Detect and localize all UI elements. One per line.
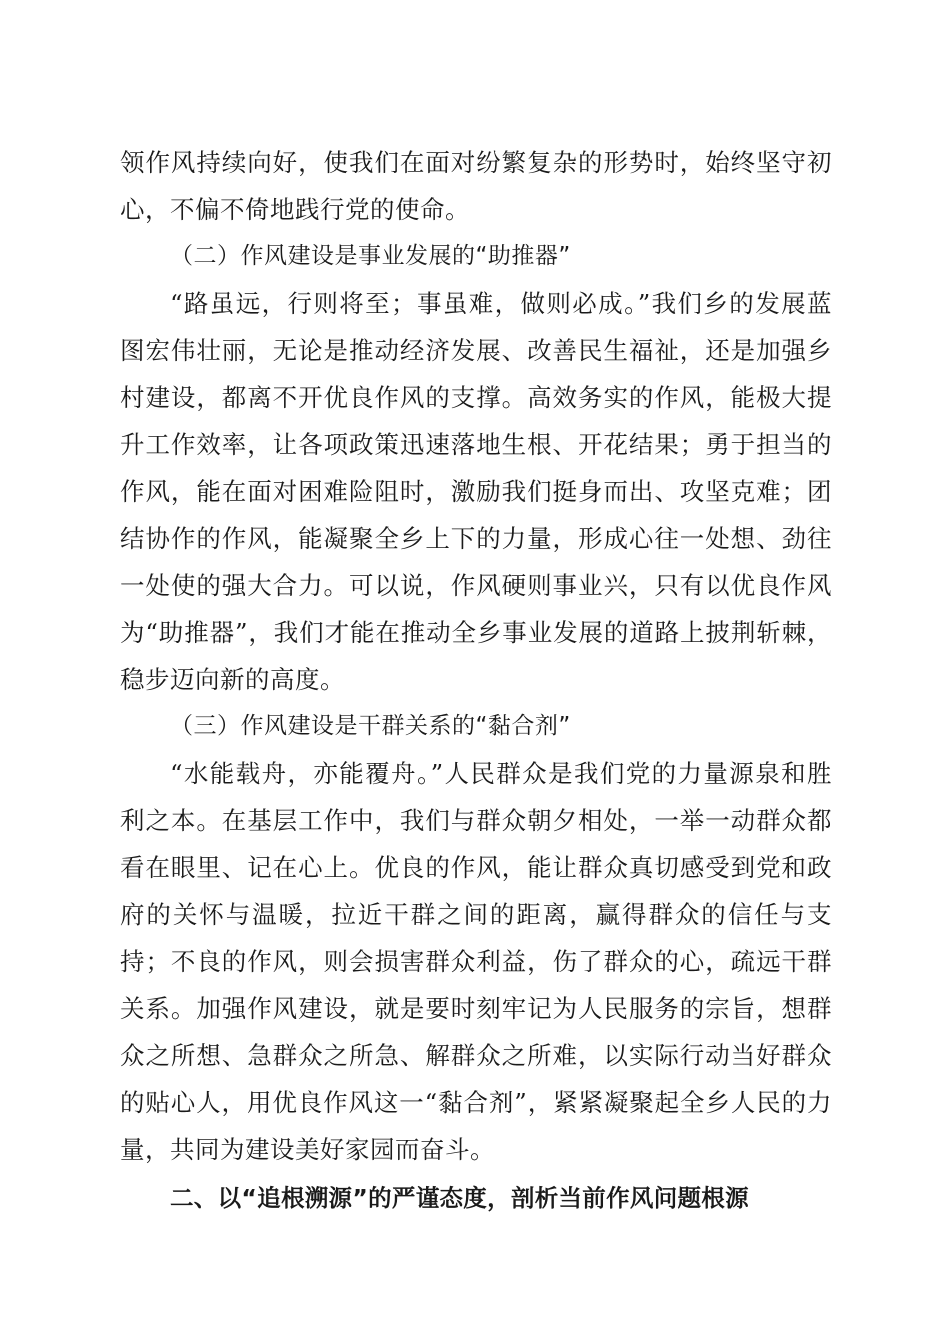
subheading-2: （二）作风建设是事业发展的“助推器” bbox=[170, 243, 571, 269]
subheading-3: （三）作风建设是干群关系的“黏合剂” bbox=[170, 713, 571, 739]
document-body bbox=[120, 139, 832, 1222]
paragraph-2: “路虽远，行则将至；事虽难，做则必成。”我们乡的发展蓝图宏伟壮丽，无论是推动经济发展、改善民生福祉，还是加强乡村建设，都离不开优良作风的支撑。高效务实的作风，能极大提升工作效率，让各项政策迅速落地生根、开花结果；勇于担当的作风，能在面对困难险阻时，激励我们挺身而出、攻坚克难；团结协作的作风，能凝聚全乡上下的力量，形成心往一处想、劲往一处使的强大合力。可以说，作风硬则事业兴，只有以优良作风为“助推器”，我们才能在推动全乡事业发展的道路上披荆斩棘，稳步迈向新的高度。 bbox=[120, 289, 832, 694]
paragraph-3: “水能载舟，亦能覆舟。”人民群众是我们党的力量源泉和胜利之本。在基层工作中，我们与群众朝夕相处，一举一动群众都看在眼里、记在心上。优良的作风，能让群众真切感受到党和政府的关怀与温暖，拉近干群之间的距离，赢得群众的信任与支持；不良的作风，则会损害群众利益，伤了群众的心，疏远干群关系。加强作风建设，就是要时刻牢记为人民服务的宗旨，想群众之所想、急群众之所急、解群众之所难，以实际行动当好群众的贴心人，用优良作风这一“黏合剂”，紧紧凝聚起全乡人民的力量，共同为建设美好家园而奋斗。 bbox=[120, 759, 832, 1164]
continuation-paragraph: 领作风持续向好，使我们在面对纷繁复杂的形势时，始终坚守初心，不偏不倚地践行党的使命。 bbox=[120, 148, 832, 224]
section-heading-2: 二、以“追根溯源”的严谨态度，剖析当前作风问题根源 bbox=[170, 1184, 749, 1212]
